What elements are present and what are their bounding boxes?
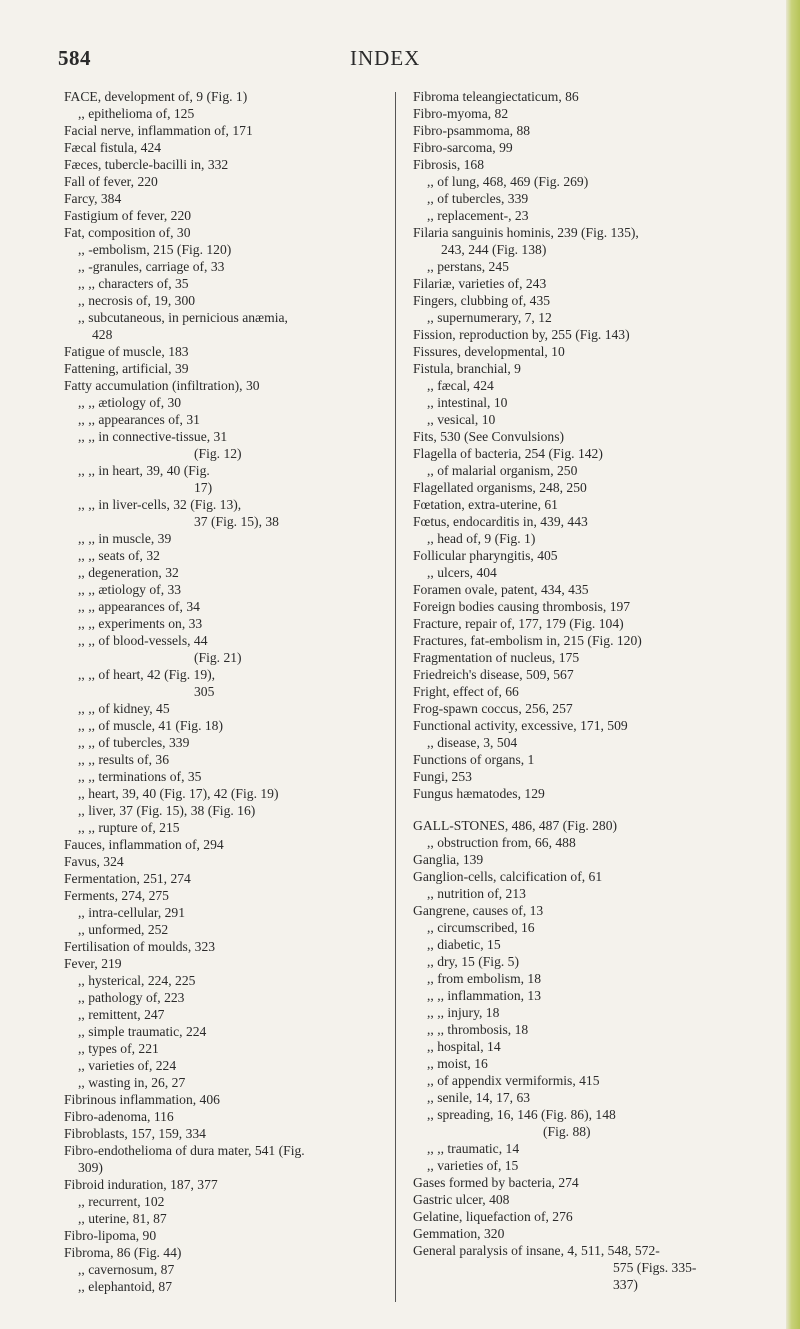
index-entry: ,, ,, appearances of, 31 [78, 412, 200, 427]
index-entry: Fatigue of muscle, 183 [64, 344, 189, 359]
index-entry: 428 [92, 327, 113, 342]
page-edge [786, 0, 800, 1329]
index-entry: ,, unformed, 252 [78, 922, 169, 937]
index-entry: Fissures, developmental, 10 [413, 344, 565, 359]
index-entry: Fission, reproduction by, 255 (Fig. 143) [413, 327, 630, 342]
index-entry: ,, types of, 221 [78, 1041, 159, 1056]
index-entry: Facial nerve, inflammation of, 171 [64, 123, 253, 138]
index-entry: Fibrosis, 168 [413, 157, 485, 172]
index-entry: ,, ,, seats of, 32 [78, 548, 160, 563]
index-entry: Fall of fever, 220 [64, 174, 158, 189]
index-entry: Fœtation, extra-uterine, 61 [413, 497, 558, 512]
index-entry: ,, ,, terminations of, 35 [78, 769, 202, 784]
index-entry: Gelatine, liquefaction of, 276 [413, 1209, 573, 1224]
index-entry: Fungus hæmatodes, 129 [413, 786, 545, 801]
index-entry: Fits, 530 (See Convulsions) [413, 429, 565, 444]
index-entry: (Fig. 21) [194, 650, 242, 665]
index-entry: Friedreich's disease, 509, 567 [413, 667, 574, 682]
index-entry: ,, dry, 15 (Fig. 5) [427, 954, 520, 969]
index-entry: ,, ,, injury, 18 [427, 1005, 500, 1020]
index-entry: ,, diabetic, 15 [427, 937, 501, 952]
index-entry: ,, ,, inflammation, 13 [427, 988, 542, 1003]
index-entry: ,, ,, of kidney, 45 [78, 701, 170, 716]
index-entry: ,, nutrition of, 213 [427, 886, 526, 901]
index-entry: ,, wasting in, 26, 27 [78, 1075, 186, 1090]
index-entry: ,, ,, in liver-cells, 32 (Fig. 13), [78, 497, 242, 512]
index-entry: Fibrinous inflammation, 406 [64, 1092, 220, 1107]
index-entry: ,, disease, 3, 504 [427, 735, 518, 750]
index-entry: Frog-spawn coccus, 256, 257 [413, 701, 573, 716]
index-entry: Fastigium of fever, 220 [64, 208, 192, 223]
index-entry: Gases formed by bacteria, 274 [413, 1175, 579, 1190]
index-entry: 309) [78, 1160, 103, 1175]
index-entry: Fibroblasts, 157, 159, 334 [64, 1126, 206, 1141]
index-entry: ,, fæcal, 424 [427, 378, 494, 393]
index-entry: Gastric ulcer, 408 [413, 1192, 510, 1207]
index-entry: FACE, development of, 9 (Fig. 1) [64, 89, 248, 104]
index-entry: ,, subcutaneous, in pernicious anæmia, [78, 310, 288, 325]
index-entry: Functional activity, excessive, 171, 509 [413, 718, 628, 733]
index-entry: ,, recurrent, 102 [78, 1194, 165, 1209]
index-entry: ,, ,, of heart, 42 (Fig. 19), [78, 667, 216, 682]
index-entry: Fibro-psammoma, 88 [413, 123, 531, 138]
index-entry: ,, ,, of blood-vessels, 44 [78, 633, 208, 648]
index-entry: ,, of appendix vermiformis, 415 [427, 1073, 600, 1088]
index-entry: Foramen ovale, patent, 434, 435 [413, 582, 589, 597]
index-entry: ,, ulcers, 404 [427, 565, 497, 580]
index-entry: Ganglion-cells, calcification of, 61 [413, 869, 603, 884]
index-entry: (Fig. 12) [194, 446, 242, 461]
index-entry: Favus, 324 [64, 854, 124, 869]
index-entry: Fibro-sarcoma, 99 [413, 140, 513, 155]
index-entry: ,, of tubercles, 339 [427, 191, 529, 206]
index-entry: Filaria sanguinis hominis, 239 (Fig. 135), [413, 225, 639, 240]
index-column-left [64, 88, 394, 1295]
index-entry: Flagellated organisms, 248, 250 [413, 480, 587, 495]
index-entry: ,, remittent, 247 [78, 1007, 165, 1022]
index-entry: ,, from embolism, 18 [427, 971, 542, 986]
index-entry: ,, head of, 9 (Fig. 1) [427, 531, 536, 546]
running-head: INDEX [350, 46, 421, 70]
index-entry: Foreign bodies causing thrombosis, 197 [413, 599, 631, 614]
index-entry: Filariæ, varieties of, 243 [413, 276, 547, 291]
page-number: 584 [58, 46, 91, 70]
index-entry: ,, ,, in connective-tissue, 31 [78, 429, 228, 444]
index-entry: Fat, composition of, 30 [64, 225, 191, 240]
index-entry: 575 (Figs. 335- [613, 1260, 697, 1275]
index-entry: ,, heart, 39, 40 (Fig. 17), 42 (Fig. 19) [78, 786, 279, 801]
index-entry: ,, perstans, 245 [427, 259, 509, 274]
index-entry: ,, of malarial organism, 250 [427, 463, 578, 478]
index-entry: Gemmation, 320 [413, 1226, 505, 1241]
index-entry: ,, senile, 14, 17, 63 [427, 1090, 531, 1105]
index-entry: Fistula, branchial, 9 [413, 361, 521, 376]
index-entry: Flagella of bacteria, 254 (Fig. 142) [413, 446, 603, 461]
index-entry: ,, liver, 37 (Fig. 15), 38 (Fig. 16) [78, 803, 256, 818]
index-entry: Fracture, repair of, 177, 179 (Fig. 104) [413, 616, 624, 631]
index-entry: ,, epithelioma of, 125 [78, 106, 195, 121]
index-entry: Fungi, 253 [413, 769, 472, 784]
index-entry: Fright, effect of, 66 [413, 684, 519, 699]
index-entry: ,, -embolism, 215 (Fig. 120) [78, 242, 232, 257]
index-entry: ,, elephantoid, 87 [78, 1279, 173, 1294]
index-entry: ,, uterine, 81, 87 [78, 1211, 167, 1226]
index-entry: ,, ,, of muscle, 41 (Fig. 18) [78, 718, 223, 733]
index-entry: ,, ,, in muscle, 39 [78, 531, 172, 546]
index-entry: ,, ,, in heart, 39, 40 (Fig. [78, 463, 210, 478]
index-entry: ,, hospital, 14 [427, 1039, 501, 1054]
section-gap [413, 802, 783, 817]
index-entry: ,, replacement-, 23 [427, 208, 529, 223]
index-entry: ,, vesical, 10 [427, 412, 496, 427]
index-entry: ,, hysterical, 224, 225 [78, 973, 196, 988]
index-entry: 17) [194, 480, 213, 495]
index-entry: ,, cavernosum, 87 [78, 1262, 175, 1277]
index-entry: ,, obstruction from, 66, 488 [427, 835, 576, 850]
index-entry: Fermentation, 251, 274 [64, 871, 191, 886]
index-entry: ,, ,, of tubercles, 339 [78, 735, 190, 750]
index-entry: Fibroma, 86 (Fig. 44) [64, 1245, 182, 1260]
index-entry: ,, intra-cellular, 291 [78, 905, 186, 920]
index-entry: Fattening, artificial, 39 [64, 361, 189, 376]
index-entry: ,, spreading, 16, 146 (Fig. 86), 148 [427, 1107, 616, 1122]
index-entry: Fauces, inflammation of, 294 [64, 837, 224, 852]
index-entry: Follicular pharyngitis, 405 [413, 548, 558, 563]
index-entry: (Fig. 88) [543, 1124, 591, 1139]
index-entry: Farcy, 384 [64, 191, 122, 206]
index-entry: 305 [194, 684, 215, 699]
index-entry: ,, supernumerary, 7, 12 [427, 310, 552, 325]
index-entry: Ferments, 274, 275 [64, 888, 169, 903]
index-entry: Fatty accumulation (infiltration), 30 [64, 378, 260, 393]
index-entry: Fibro-myoma, 82 [413, 106, 509, 121]
index-entry: ,, -granules, carriage of, 33 [78, 259, 225, 274]
index-entry: Fibro-endothelioma of dura mater, 541 (Fig. [64, 1143, 305, 1158]
index-entry: ,, ,, characters of, 35 [78, 276, 189, 291]
index-entry: General paralysis of insane, 4, 511, 548, 572- [413, 1243, 660, 1258]
index-column-right [413, 88, 783, 1293]
index-entry: ,, ,, experiments on, 33 [78, 616, 203, 631]
index-entry: GALL-STONES, 486, 487 (Fig. 280) [413, 818, 618, 833]
index-entry: ,, varieties of, 15 [427, 1158, 519, 1173]
index-entry: ,, ,, thrombosis, 18 [427, 1022, 529, 1037]
index-entry: Fæcal fistula, 424 [64, 140, 162, 155]
index-entry: ,, ,, rupture of, 215 [78, 820, 180, 835]
index-entry: Fœtus, endocarditis in, 439, 443 [413, 514, 588, 529]
index-entry: ,, ,, appearances of, 34 [78, 599, 200, 614]
index-entry: ,, ,, ætiology of, 30 [78, 395, 182, 410]
index-entry: Ganglia, 139 [413, 852, 484, 867]
index-entry: ,, varieties of, 224 [78, 1058, 177, 1073]
index-entry: 337) [613, 1277, 638, 1292]
index-entry: Fever, 219 [64, 956, 122, 971]
index-entry: Fractures, fat-embolism in, 215 (Fig. 120) [413, 633, 642, 648]
index-entry: Fingers, clubbing of, 435 [413, 293, 551, 308]
index-entry: Functions of organs, 1 [413, 752, 535, 767]
index-entry: Fragmentation of nucleus, 175 [413, 650, 580, 665]
index-entry: Fibro-adenoma, 116 [64, 1109, 174, 1124]
index-entry: 37 (Fig. 15), 38 [194, 514, 279, 529]
index-entry: Fæces, tubercle-bacilli in, 332 [64, 157, 229, 172]
index-entry: ,, of lung, 468, 469 (Fig. 269) [427, 174, 589, 189]
index-entry: ,, moist, 16 [427, 1056, 488, 1071]
index-entry: ,, intestinal, 10 [427, 395, 508, 410]
index-entry: Fertilisation of moulds, 323 [64, 939, 216, 954]
index-entry: 243, 244 (Fig. 138) [441, 242, 547, 257]
index-entry: ,, ,, results of, 36 [78, 752, 169, 767]
index-entry: ,, circumscribed, 16 [427, 920, 535, 935]
index-entry: ,, simple traumatic, 224 [78, 1024, 207, 1039]
index-entry: Fibroid induration, 187, 377 [64, 1177, 218, 1192]
index-entry: ,, degeneration, 32 [78, 565, 179, 580]
column-rule [395, 92, 396, 1302]
index-entry: ,, pathology of, 223 [78, 990, 185, 1005]
index-entry: Gangrene, causes of, 13 [413, 903, 544, 918]
index-entry: ,, ,, ætiology of, 33 [78, 582, 182, 597]
index-entry: ,, necrosis of, 19, 300 [78, 293, 196, 308]
index-entry: Fibroma teleangiectaticum, 86 [413, 89, 579, 104]
index-entry: Fibro-lipoma, 90 [64, 1228, 157, 1243]
index-entry: ,, ,, traumatic, 14 [427, 1141, 520, 1156]
